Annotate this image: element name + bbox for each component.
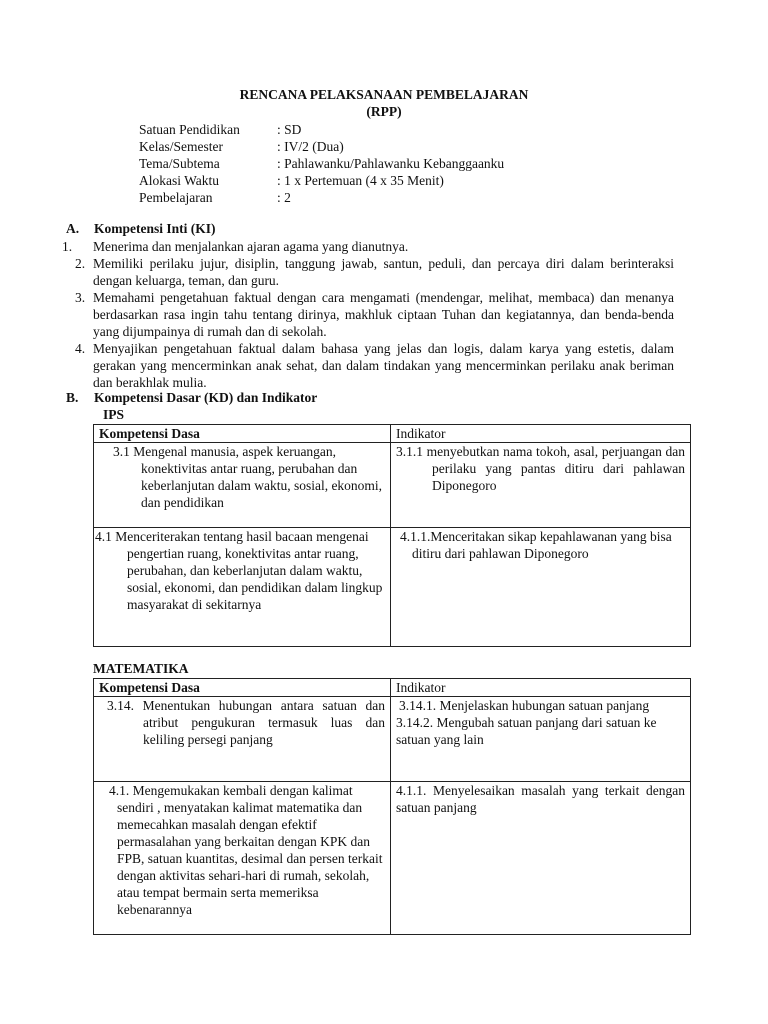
ki-item — [62, 255, 674, 289]
identity-value: : Pahlawanku/Pahlawanku Kebanggaanku — [277, 156, 505, 171]
identity-label: Kelas/Semester — [139, 139, 223, 154]
section-b-heading — [66, 390, 317, 406]
kd-cell: 3.14. Menentukan hubungan antara satuan dan atribut pengukuran termasuk luas dan keliling persegi panjang — [94, 697, 391, 782]
section-title: Kompetensi Dasar (KD) dan Indikator — [94, 390, 318, 405]
table-header-row — [94, 425, 691, 443]
ki-number: 2. — [75, 256, 86, 271]
identity-block — [139, 121, 504, 206]
identity-label: Tema/Subtema — [139, 156, 220, 171]
indikator-cell: 4.1.1. Menyelesaikan masalah yang terkait dengan satuan panjang — [391, 782, 691, 935]
table-header-row — [94, 679, 691, 697]
matematika-table — [93, 678, 691, 935]
column-header-kd: Kompetensi Dasa — [94, 679, 391, 697]
document-title: RENCANA PELAKSANAAN PEMBELAJARAN — [239, 87, 529, 102]
identity-value: : IV/2 (Dua) — [277, 139, 344, 154]
table-row — [94, 443, 691, 528]
indikator-item: 3.14.2. Mengubah satuan panjang dari satuan ke satuan yang lain — [396, 715, 657, 747]
kd-cell: 4.1. Mengemukakan kembali dengan kalimat sendiri , menyatakan kalimat matematika dan memecahkan masalah dengan efektif permasalahan yang berkaitan dengan KPK dan FPB, satuan kuantitas, desimal dan persen terkait dengan aktivitas sehari-hari di rumah, sekolah, atau tempat bermain serta memeriksa kebenarannya — [94, 782, 391, 935]
ki-item — [62, 340, 674, 391]
ki-item — [62, 289, 674, 340]
identity-row — [139, 172, 504, 189]
ki-text: Memiliki perilaku jujur, disiplin, tanggung jawab, santun, peduli, dan percaya diri dalam berinteraksi dengan keluarga, teman, dan guru. — [93, 256, 674, 288]
identity-label: Satuan Pendidikan — [139, 122, 240, 137]
kd-cell: 4.1 Menceriterakan tentang hasil bacaan mengenai pengertian ruang, konektivitas antar ruang, perubahan, dan keberlanjutan dalam waktu, sosial, ekonomi, dan pendidikan dalam lingkup masyarakat di sekitarnya — [94, 528, 391, 647]
ki-text: Menyajikan pengetahuan faktual dalam bahasa yang jelas dan logis, dalam karya yang estetis, dalam gerakan yang mencerminkan anak sehat, dan dalam tindakan yang mencerminkan perilaku anak beriman dan berakhlak mulia. — [93, 341, 674, 390]
table-row — [94, 697, 691, 782]
identity-value: : SD — [277, 122, 302, 137]
identity-value: : 1 x Pertemuan (4 x 35 Menit) — [277, 173, 444, 188]
indikator-cell: 4.1.1.Menceritakan sikap kepahlawanan yang bisa ditiru dari pahlawan Diponegoro — [391, 528, 691, 647]
ki-item — [62, 238, 674, 255]
ips-subject-heading: IPS — [103, 407, 125, 422]
kd-cell: 3.1 Mengenal manusia, aspek keruangan, konektivitas antar ruang, perubahan dan keberlanjutan dalam waktu, sosial, ekonomi, dan pendidikan — [94, 443, 391, 528]
column-header-indikator: Indikator — [391, 679, 691, 697]
ki-number: 4. — [75, 341, 86, 356]
table-row — [94, 782, 691, 935]
identity-row — [139, 189, 504, 206]
column-header-kd: Kompetensi Dasa — [94, 425, 391, 443]
document-subtitle: (RPP) — [366, 104, 402, 119]
matematika-subject-heading: MATEMATIKA — [93, 661, 189, 676]
indikator-cell: 3.1.1 menyebutkan nama tokoh, asal, perjuangan dan perilaku yang pantas ditiru dari pahlawan Diponegoro — [391, 443, 691, 528]
section-a-heading — [66, 221, 216, 237]
identity-value: : 2 — [277, 190, 291, 205]
identity-row — [139, 155, 504, 172]
identity-row — [139, 121, 504, 138]
indikator-item: 3.14.1. Menjelaskan hubungan satuan panjang — [399, 698, 650, 713]
ki-list — [62, 238, 674, 391]
ki-text: Menerima dan menjalankan ajaran agama yang dianutnya. — [93, 239, 409, 254]
section-marker: B. — [66, 390, 79, 405]
identity-row — [139, 138, 504, 155]
ki-number: 3. — [75, 290, 86, 305]
indikator-cell — [391, 697, 691, 782]
column-header-indikator: Indikator — [391, 425, 691, 443]
section-title: Kompetensi Inti (KI) — [94, 221, 216, 236]
identity-label: Alokasi Waktu — [139, 173, 220, 188]
identity-label: Pembelajaran — [139, 190, 213, 205]
ki-number: 1. — [62, 239, 73, 254]
table-row — [94, 528, 691, 647]
section-marker: A. — [66, 221, 80, 236]
ips-table — [93, 424, 691, 647]
ki-text: Memahami pengetahuan faktual dengan cara mengamati (mendengar, melihat, membaca) dan menanya berdasarkan rasa ingin tahu tentang dirinya, makhluk ciptaan Tuhan dan kegiatannya, dan benda-benda yang dijumpainya di rumah dan di sekolah. — [93, 290, 674, 339]
